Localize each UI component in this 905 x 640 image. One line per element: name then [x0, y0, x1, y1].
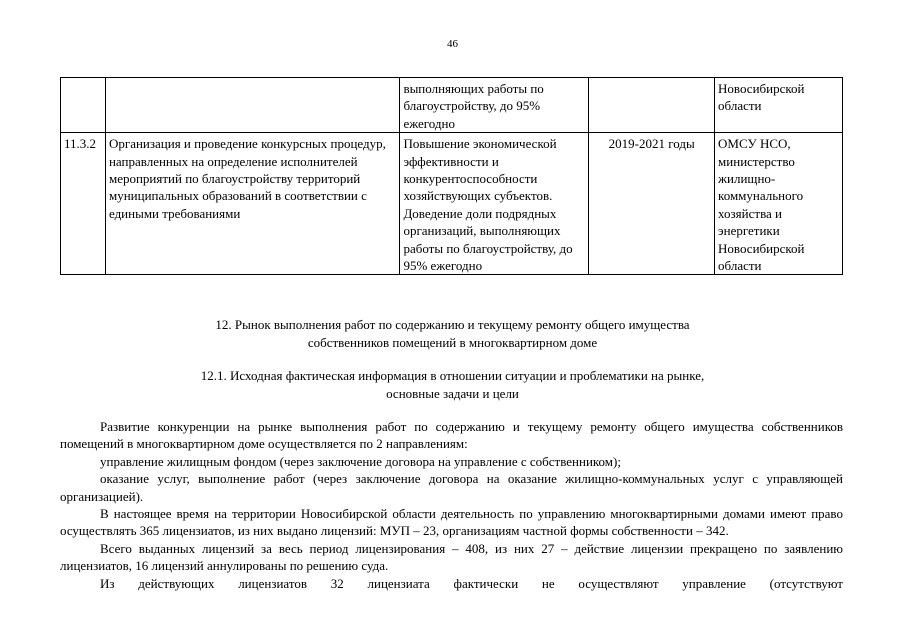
paragraph: управление жилищным фондом (через заключение договора на управление с собственником);: [100, 453, 621, 469]
section-heading-12: [0, 316, 905, 352]
paragraph: Всего выданных лицензий за весь период лицензирования – 408, из них 27 – действие лицензии прекращено по заявлению лицензиатов, 16 лицензий аннулированы по решению суда.: [60, 540, 843, 574]
section-heading-line: собственников помещений в многоквартирном доме: [307, 335, 598, 350]
section-heading-line: 12. Рынок выполнения работ по содержанию и текущему ремонту общего имущества: [215, 317, 690, 332]
table-row: [61, 133, 843, 275]
subsection-heading-12-1: [0, 367, 905, 403]
cell-event: Организация и проведение конкурсных процедур, направленных на определение исполнителей мероприятий по благоустройству территорий муниципальных образований в соответствии с едиными требованиями: [105, 133, 399, 275]
subsection-heading-line: 12.1. Исходная фактическая информация в отношении ситуации и проблематики на рынке,: [200, 368, 705, 383]
cell-result: выполняющих работы по благоустройству, до 95% ежегодно: [400, 78, 589, 133]
cell-period: [589, 78, 715, 133]
cell-number: [61, 78, 106, 133]
cell-period: 2019-2021 годы: [589, 133, 715, 275]
paragraph: Из действующих лицензиатов 32 лицензиата фактически не осуществляют управление (отсутствуют: [100, 575, 843, 591]
cell-responsible: ОМСУ НСО, министерство жилищно-коммунального хозяйства и энергетики Новосибирской области: [715, 133, 843, 275]
table-row: [61, 78, 843, 133]
paragraph: оказание услуг, выполнение работ (через заключение договора на оказание жилищно-коммунальных услуг с управляющей организацией).: [60, 471, 843, 504]
subsection-heading-line: основные задачи и цели: [386, 386, 519, 401]
cell-result: Повышение экономической эффективности и конкурентоспособности хозяйствующих субъектов. Доведение доли подрядных организаций, выполняющих работы по благоустройству, до 95% ежегодно: [400, 133, 589, 275]
cell-responsible: Новосибирской области: [715, 78, 843, 133]
paragraph: В настоящее время на территории Новосибирской области деятельность по управлению многоквартирными домами имеют право осуществлять 365 лицензиатов, из них выдано лицензий: МУП – 23, организациям частной формы собственности – 342.: [60, 506, 843, 539]
measures-table: [60, 77, 843, 275]
page-number: 46: [447, 38, 458, 50]
cell-event: [105, 78, 399, 133]
cell-number: 11.3.2: [61, 133, 106, 275]
body-text: [60, 418, 843, 592]
paragraph: Развитие конкуренции на рынке выполнения работ по содержанию и текущему ремонту общего имущества собственников помещений в многоквартирном доме осуществляется по 2 направлениям:: [60, 419, 843, 452]
